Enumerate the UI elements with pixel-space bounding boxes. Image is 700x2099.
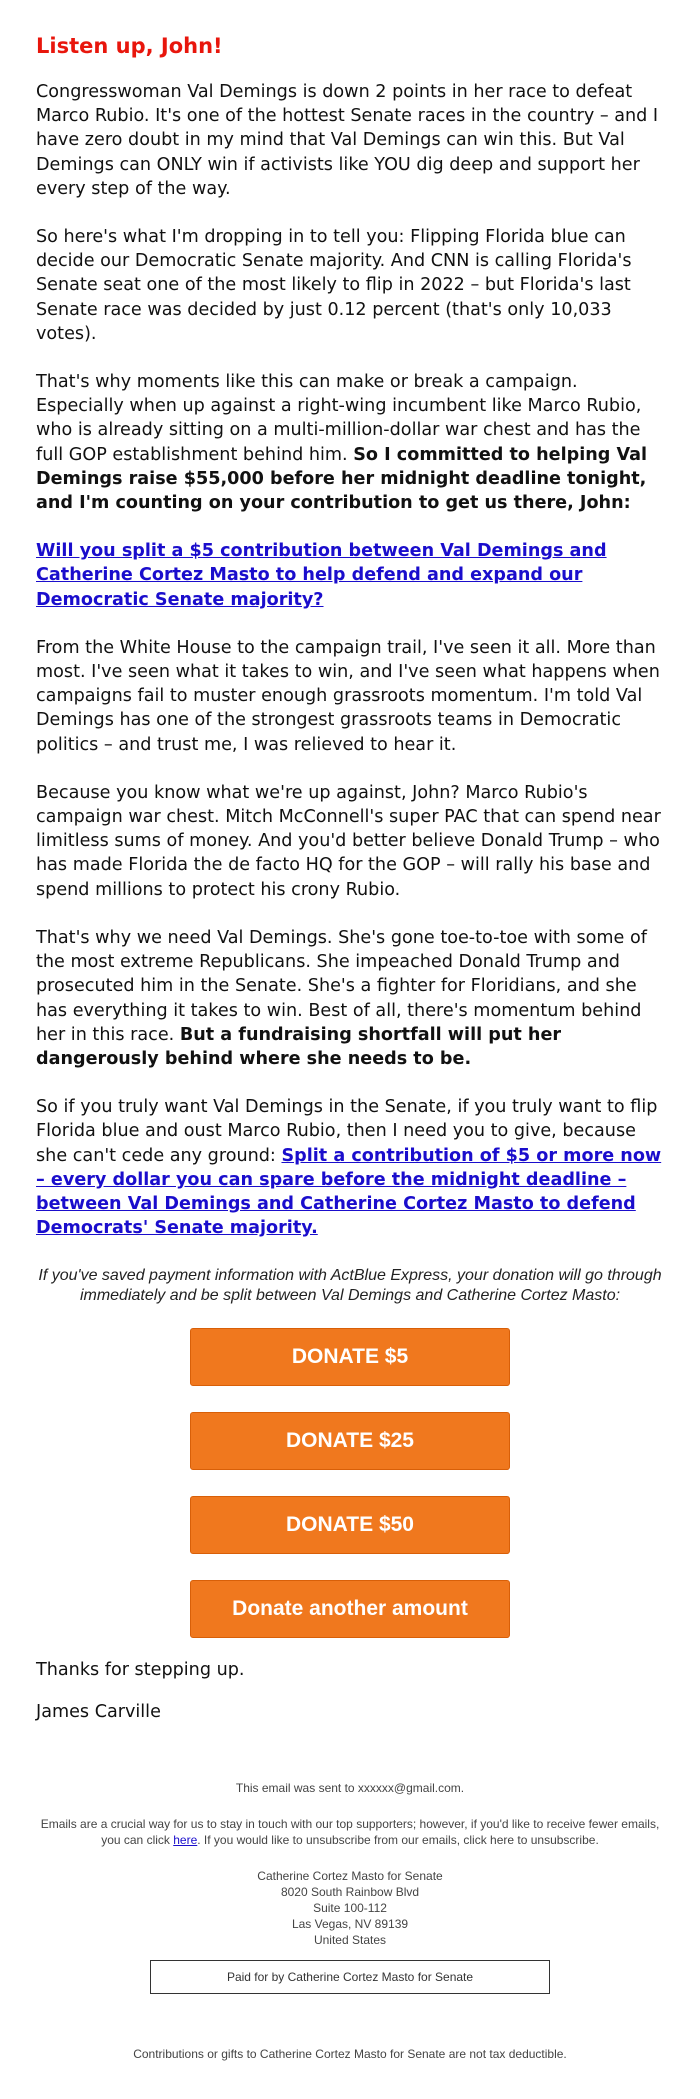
paragraph-5: Because you know what we're up against, John? Marco Rubio's campaign war chest. Mitch McConnell's super PAC that can spend near limitless sums of money. And you'd better believe Donald Trump – who has made Florida the de facto HQ for the GOP – will rally his base and spend millions to protect his crony Rubio.	[36, 782, 661, 900]
sent-to-line: This email was sent to xxxxxx@gmail.com.	[235, 1781, 465, 1796]
paragraph-6-bold: But a fundraising shortfall will put her dangerously behind where she needs to be.	[36, 1024, 562, 1069]
paragraph-6-text: That's why we need Val Demings. She's gone toe-to-toe with some of the most extreme Republicans. She impeached Donald Trump and prosecuted him in the Senate. She's a fighter for Floridians, and she has everything it takes to win. Best of all, there's momentum behind her in this race.	[36, 927, 647, 1045]
email-preferences-text	[36, 1816, 664, 1848]
email-body	[36, 0, 664, 2062]
email-preferences-post: . If you would like to unsubscribe from our emails, click here to unsubscribe.	[197, 1833, 599, 1848]
donate-25-button[interactable]: DONATE $25	[190, 1412, 510, 1470]
address-line: Catherine Cortez Masto for Senate	[257, 1869, 443, 1884]
signature: James Carville	[36, 1702, 161, 1723]
mailing-address	[36, 1868, 664, 1948]
paragraph-7-text: So if you truly want Val Demings in the Senate, if you truly want to flip Florida blue and oust Marco Rubio, then I need you to give, because she can't cede any ground:	[36, 1097, 658, 1166]
fewer-emails-link[interactable]: here	[173, 1833, 198, 1848]
donate-buttons	[190, 1328, 510, 1638]
paragraph-3-bold: So I committed to helping Val Demings raise $55,000 before her midnight deadline tonight, and I'm counting on your contribution to get us there, John:	[36, 444, 648, 514]
paragraph-7	[36, 1095, 664, 1240]
address-line: Las Vegas, NV 89139	[291, 1917, 409, 1932]
thanks-line: Thanks for stepping up.	[36, 1660, 245, 1681]
split-contribution-link-2[interactable]: Split a contribution of $5 or more now – every dollar you can spare before the midnight deadline – between Val Demings and Catherine Cortez Masto to defend Democrats' Senate majority.	[36, 1145, 662, 1239]
address-line: Suite 100-112	[313, 1901, 387, 1916]
paragraph-2: So here's what I'm dropping in to tell you: Flipping Florida blue can decide our Democratic Senate majority. And CNN is calling Florida's Senate seat one of the most likely to flip in 2022 – but Florida's last Senate race was decided by just 0.12 percent (that's only 10,033 votes).	[36, 227, 632, 344]
actblue-express-note: If you've saved payment information with ActBlue Express, your donation will go through immediately and be split between Val Demings and Catherine Cortez Masto:	[38, 1267, 662, 1305]
paragraph-3-text: That's why moments like this can make or break a campaign. Especially when up against a right-wing incumbent like Marco Rubio, who is already sitting on a multi-million-dollar war chest and has the full GOP establishment behind him.	[36, 372, 642, 465]
greeting-heading: Listen up, John!	[36, 34, 223, 58]
address-line: 8020 South Rainbow Blvd	[280, 1885, 420, 1900]
donate-5-button[interactable]: DONATE $5	[190, 1328, 510, 1386]
contribution-link-paragraph	[36, 539, 664, 612]
paragraph-3	[36, 370, 664, 515]
split-contribution-link[interactable]: Will you split a $5 contribution between Val Demings and Catherine Cortez Masto to help defend and expand our Democratic Senate majority?	[36, 541, 607, 610]
paid-for-box: Paid for by Catherine Cortez Masto for Senate	[150, 1960, 550, 1994]
donate-50-button[interactable]: DONATE $50	[190, 1496, 510, 1554]
donate-other-amount-button[interactable]: Donate another amount	[190, 1580, 510, 1638]
paragraph-4: From the White House to the campaign trail, I've seen it all. More than most. I've seen what it takes to win, and I've seen what happens when campaigns fail to muster enough grassroots momentum. I'm told Val Demings has one of the strongest grassroots teams in Democratic politics – and trust me, I was relieved to hear it.	[36, 637, 660, 755]
paragraph-1: Congresswoman Val Demings is down 2 points in her race to defeat Marco Rubio. It's one of the hottest Senate races in the country – and I have zero doubt in my mind that Val Demings can win this. But Val Demings can ONLY win if activists like YOU dig deep and support her every step of the way.	[36, 82, 659, 199]
footer	[36, 1780, 664, 2062]
email-preferences-pre: Emails are a crucial way for us to stay in touch with our top supporters; however, if you'd like to receive fewer emails, you can click	[40, 1817, 660, 1848]
tax-disclaimer: Contributions or gifts to Catherine Cortez Masto for Senate are not tax deductible.	[133, 2047, 567, 2062]
paragraph-6	[36, 926, 664, 1071]
address-line: United States	[313, 1933, 387, 1948]
